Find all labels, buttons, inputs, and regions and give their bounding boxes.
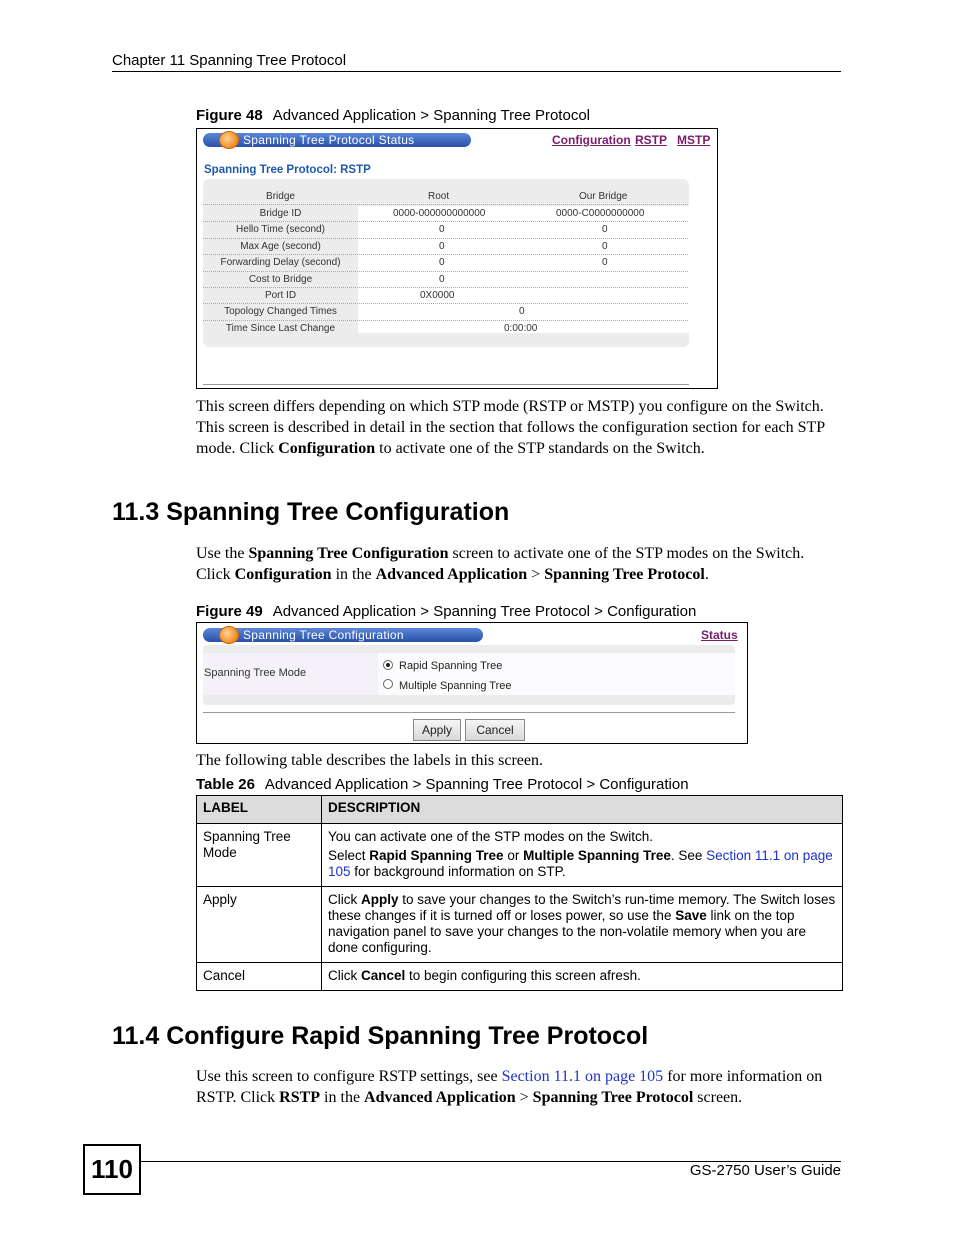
rapid-spanning-tree-label: Rapid Spanning Tree — [399, 660, 503, 672]
row-description: Click Cancel to begin configuring this screen afresh. — [322, 963, 843, 991]
row-label: Topology Changed Times — [203, 304, 358, 319]
status-row — [203, 239, 689, 255]
root-value: 0 — [439, 257, 445, 269]
button-divider — [203, 712, 735, 713]
status-row — [203, 206, 689, 222]
row-description: You can activate one of the STP modes on the Switch. Select Rapid Spanning Tree or Multiple Spanning Tree. See Section 11.1 on page 105 for background information on STP. — [322, 824, 843, 887]
col-bridge: Bridge — [203, 189, 358, 204]
multiple-spanning-tree-radio[interactable] — [383, 679, 393, 689]
table-row — [197, 824, 843, 887]
status-row — [203, 321, 689, 337]
figure-49-label: Figure 49 — [196, 603, 263, 620]
cancel-button[interactable]: Cancel — [465, 719, 525, 741]
our-value: 0000-C0000000000 — [556, 208, 645, 219]
our-value: 0 — [602, 224, 608, 236]
row-label: Port ID — [203, 288, 358, 303]
col-our-bridge: Our Bridge — [579, 191, 628, 202]
section-11-3-heading: 11.3 Spanning Tree Configuration — [112, 498, 510, 526]
title-orb-icon — [219, 131, 239, 149]
bottom-divider — [203, 384, 689, 385]
multiple-spanning-tree-label: Multiple Spanning Tree — [399, 680, 512, 692]
table-header-row — [197, 796, 843, 824]
section-11-1-link[interactable]: Section 11.1 on page 105 — [501, 1068, 664, 1085]
status-row — [203, 255, 689, 271]
stp-configuration-screenshot — [196, 622, 748, 744]
intro-paragraph: This screen differs depending on which STP mode (RSTP or MSTP) you configure on the Switch. This screen is described in detail in the section that follows the configuration section for each STP mode. Click Configuration to activate one of the STP standards on the Switch. — [196, 398, 825, 457]
our-value: 0 — [602, 240, 608, 252]
figure-49-caption-text: Advanced Application > Spanning Tree Protocol > Configuration — [272, 603, 697, 620]
root-value: 0 — [439, 273, 445, 285]
label-header: LABEL — [197, 796, 322, 824]
figure-48-caption-text: Advanced Application > Spanning Tree Protocol — [272, 107, 590, 124]
table-26-caption — [196, 776, 689, 793]
mstp-link[interactable]: MSTP — [677, 133, 711, 147]
stp-subtitle: Spanning Tree Protocol: RSTP — [204, 164, 371, 176]
our-value: 0 — [602, 257, 608, 269]
stp-status-title-bar — [203, 133, 471, 147]
labels-table — [196, 795, 843, 991]
row-label: Bridge ID — [203, 206, 358, 221]
row-label: Max Age (second) — [203, 239, 358, 254]
table-row — [197, 887, 843, 963]
status-row — [203, 304, 689, 320]
configuration-link[interactable]: Configuration — [552, 133, 631, 147]
description-header: DESCRIPTION — [322, 796, 843, 824]
span-value: 0:00:00 — [504, 322, 538, 334]
span-value: 0 — [519, 306, 525, 318]
spanning-tree-mode-label: Spanning Tree Mode — [204, 667, 307, 679]
chapter-header: Chapter 11 Spanning Tree Protocol — [112, 52, 347, 69]
guide-title: GS-2750 User’s Guide — [689, 1162, 841, 1179]
row-label: Cost to Bridge — [203, 272, 358, 287]
row-label: Apply — [197, 887, 322, 963]
stp-config-title-bar — [203, 628, 483, 642]
stp-status-title: Spanning Tree Protocol Status — [243, 133, 415, 147]
section-11-4-paragraph: Use this screen to configure RSTP settings, see Section 11.1 on page 105 for more information on RSTP. Click RSTP in the Advanced Application > Spanning Tree Protocol screen. — [196, 1068, 823, 1106]
stp-status-panel — [203, 179, 689, 347]
figure-48-label: Figure 48 — [196, 107, 263, 124]
root-value: 0X0000 — [420, 290, 455, 301]
status-header-row — [203, 189, 689, 205]
section-11-4-heading: 11.4 Configure Rapid Spanning Tree Protocol — [112, 1022, 649, 1050]
col-root: Root — [428, 191, 450, 202]
row-label: Cancel — [197, 963, 322, 991]
row-label: Forwarding Delay (second) — [203, 255, 358, 270]
stp-config-title: Spanning Tree Configuration — [243, 628, 404, 642]
following-table-text: The following table describes the labels in this screen. — [196, 752, 544, 769]
section-11-3-paragraph: Use the Spanning Tree Configuration screen to activate one of the STP modes on the Switch. Click Configuration in the Advanced Application > Spanning Tree Protocol. — [196, 545, 805, 583]
status-row — [203, 288, 689, 304]
apply-button[interactable]: Apply — [413, 719, 461, 741]
stp-status-screenshot — [196, 128, 718, 389]
row-description: Click Apply to save your changes to the Switch’s run-time memory. The Switch loses these changes if it is turned off or loses power, so use the Save link on the top navigation panel to save your changes to the non-volatile memory when you are done configuring. — [322, 887, 843, 963]
page-number: 110 — [83, 1144, 141, 1195]
rstp-link[interactable]: RSTP — [635, 133, 668, 147]
row-label: Hello Time (second) — [203, 222, 358, 237]
table-26-caption-text: Advanced Application > Spanning Tree Protocol > Configuration — [264, 776, 689, 793]
row-label: Time Since Last Change — [203, 321, 358, 336]
row-label: Spanning Tree Mode — [197, 824, 322, 887]
table-26-label: Table 26 — [196, 776, 255, 793]
status-row — [203, 272, 689, 288]
mode-panel — [203, 645, 735, 705]
title-orb-icon — [219, 626, 239, 644]
root-value: 0 — [439, 224, 445, 236]
rapid-spanning-tree-radio[interactable] — [383, 660, 393, 670]
section-11-1-link[interactable]: Section 11.1 on page 105 — [328, 848, 833, 879]
table-row — [197, 963, 843, 991]
root-value: 0000-000000000000 — [393, 208, 486, 219]
root-value: 0 — [439, 240, 445, 252]
status-link[interactable]: Status — [701, 628, 738, 642]
header-rule — [112, 71, 841, 72]
status-row — [203, 222, 689, 238]
figure-48-caption — [196, 107, 590, 124]
figure-49-caption — [196, 603, 696, 620]
